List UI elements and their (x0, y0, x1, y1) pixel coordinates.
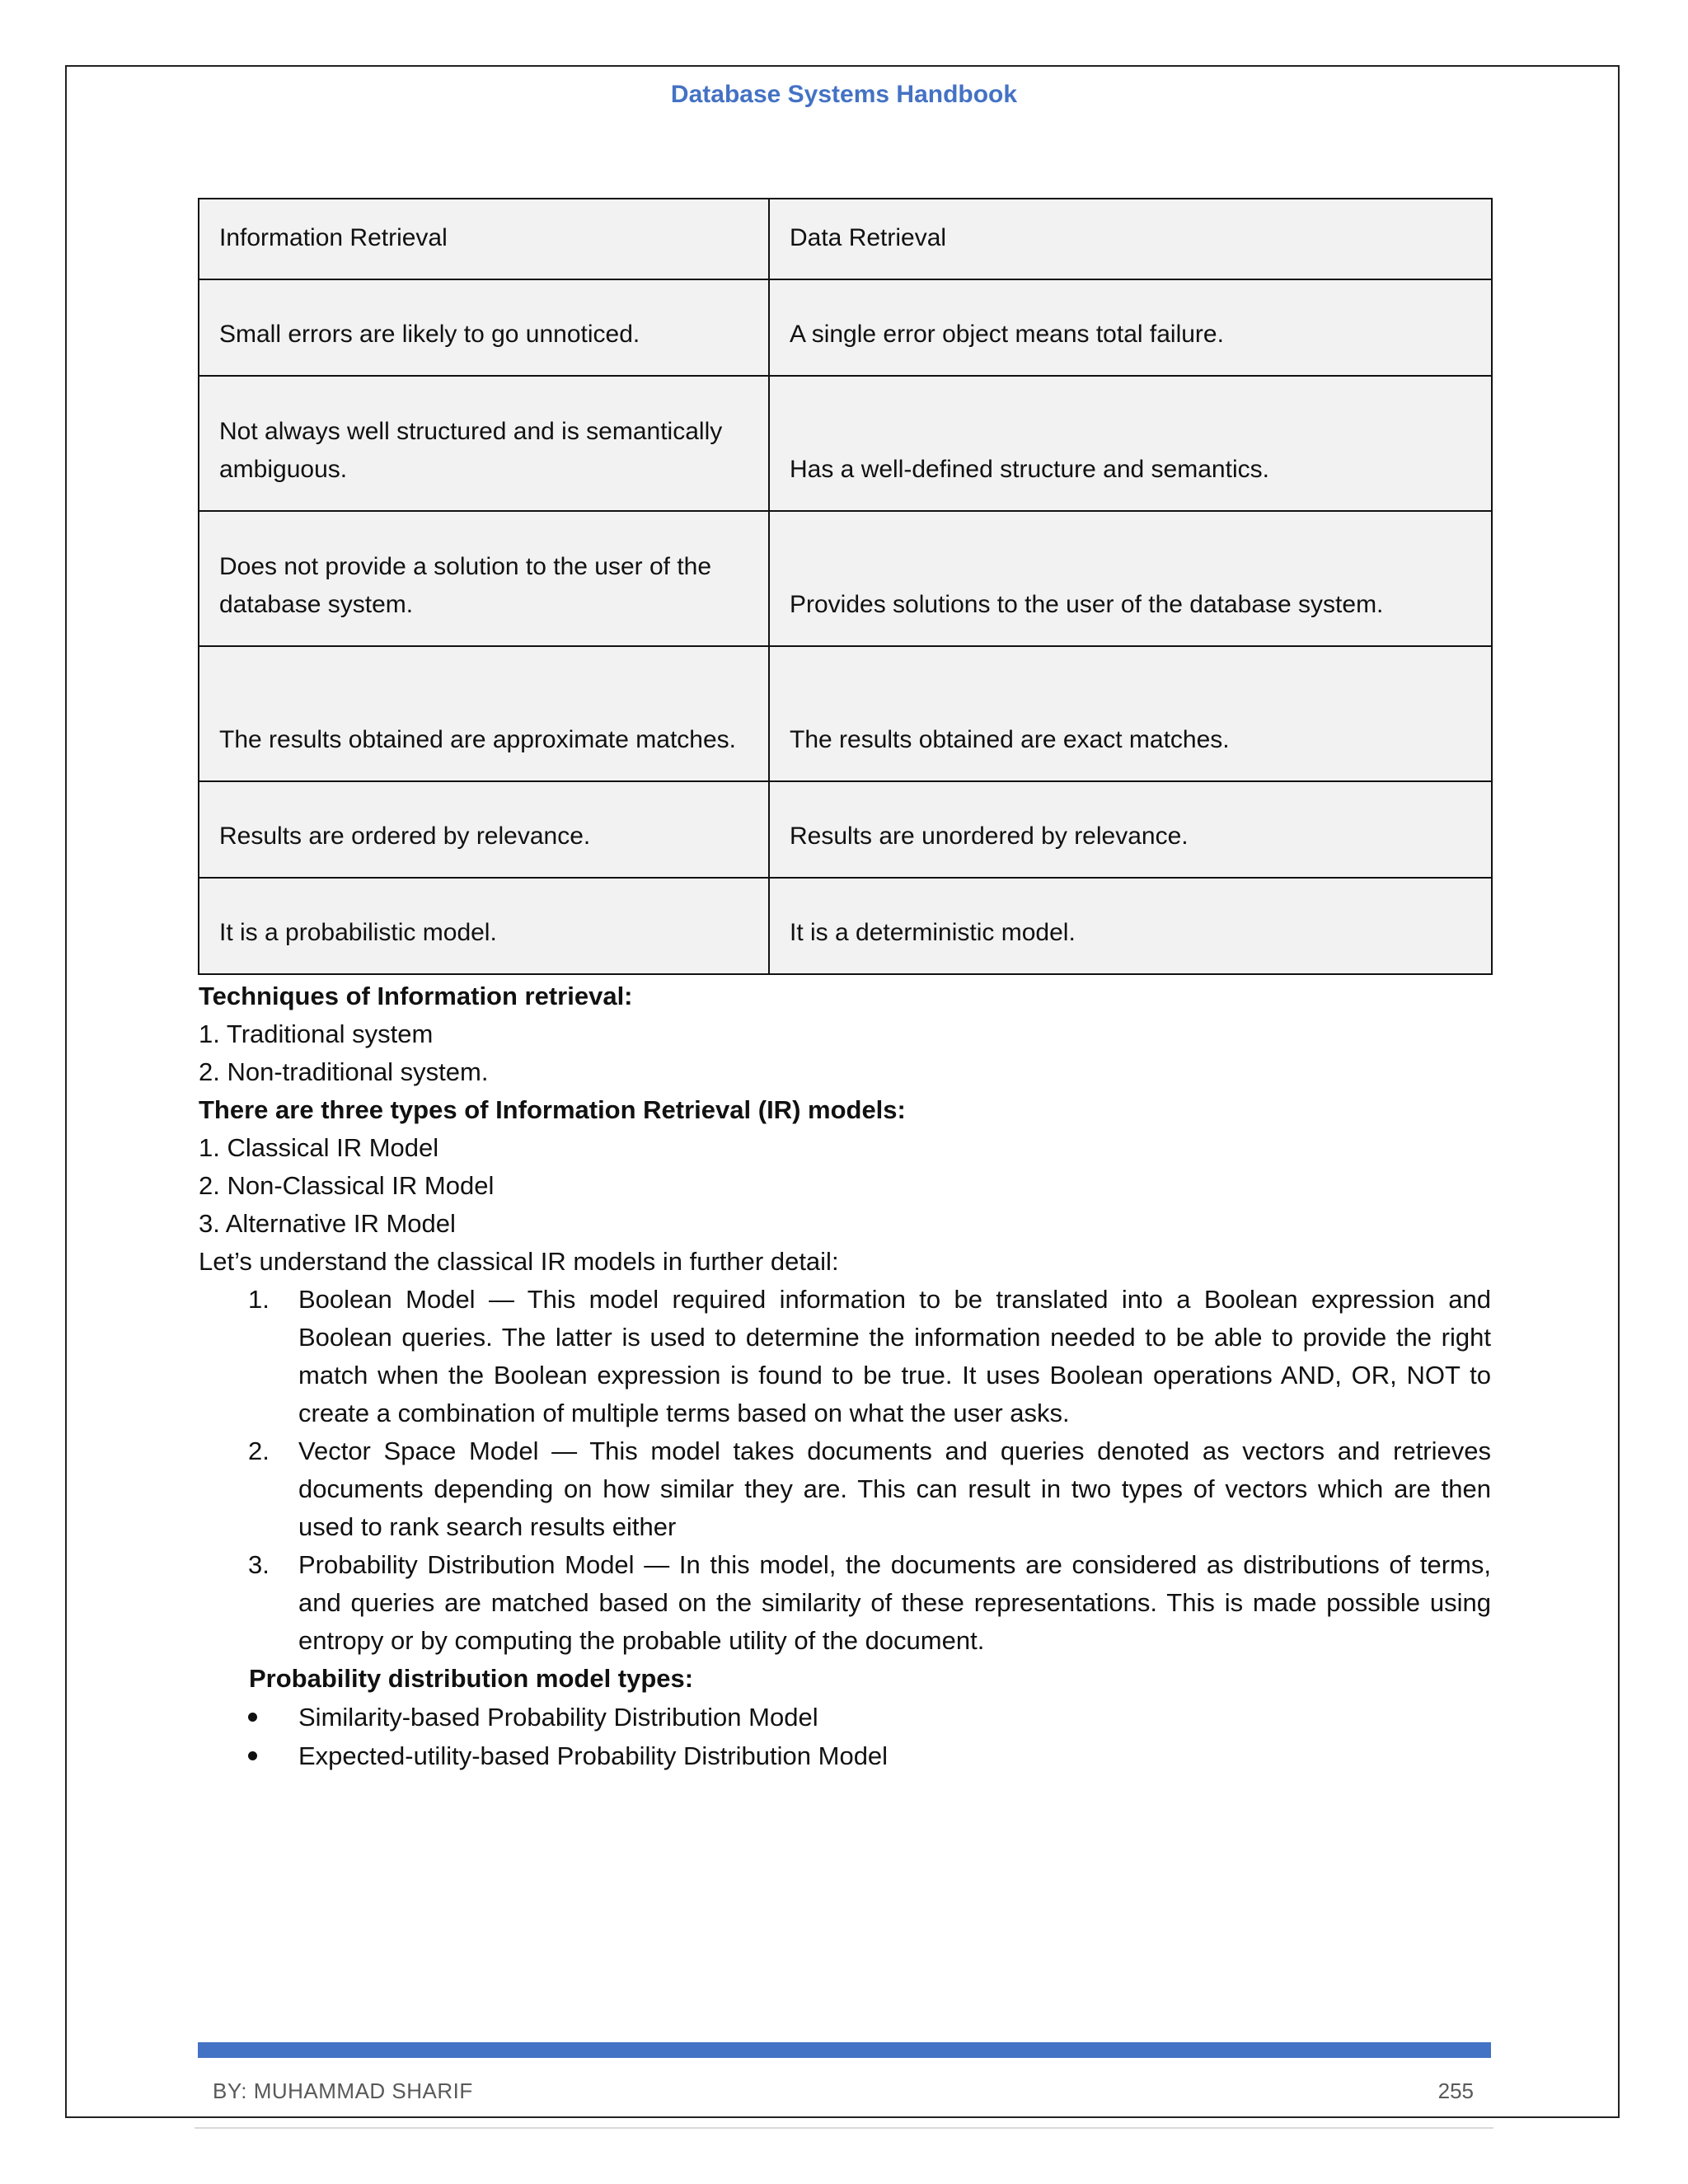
table-row (199, 646, 1492, 781)
table-cell: The results obtained are exact matches. (769, 646, 1492, 781)
table-cell: A single error object means total failure. (769, 279, 1492, 376)
table-cell: Provides solutions to the user of the database system. (769, 511, 1492, 646)
list-item-text: Similarity-based Probability Distribution Model (298, 1703, 818, 1732)
table-cell: The results obtained are approximate matches. (199, 646, 769, 781)
list-number: 1. (248, 1285, 270, 1314)
list-item: 1. Traditional system (199, 1019, 434, 1048)
list-item (199, 1432, 1491, 1546)
list-item-text: Expected-utility-based Probability Distribution Model (298, 1741, 889, 1770)
bottom-divider (195, 2127, 1493, 2129)
footer-author: BY: MUHAMMAD SHARIF (213, 2079, 473, 2103)
techniques-heading: Techniques of Information retrieval: (199, 982, 633, 1010)
list-item (199, 1698, 1491, 1736)
body-content (199, 977, 1491, 1775)
bullet-icon (248, 1751, 257, 1760)
comparison-table (198, 198, 1493, 975)
models-heading: There are three types of Information Retrieval (IR) models: (199, 1095, 906, 1124)
list-item-text: Probability Distribution Model — In this model, the documents are considered as distributions of terms, and queries are matched based on the similarity of these representations. This is made possible using entropy or by computing the probable utility of the document. (298, 1550, 1491, 1655)
list-item (199, 1736, 1491, 1775)
list-item (199, 1281, 1491, 1432)
table-row (199, 376, 1492, 511)
list-number: 3. (248, 1550, 270, 1579)
list-item: 2. Non-traditional system. (199, 1057, 489, 1086)
table-row (199, 279, 1492, 376)
list-item: 3. Alternative IR Model (199, 1209, 456, 1238)
table-cell: Information Retrieval (199, 199, 769, 279)
footer-accent-bar (198, 2042, 1491, 2058)
table-cell: Small errors are likely to go unnoticed. (199, 279, 769, 376)
table-row (199, 878, 1492, 974)
table-cell: Does not provide a solution to the user of the database system. (199, 511, 769, 646)
table-cell: Results are unordered by relevance. (769, 781, 1492, 878)
table-cell: It is a deterministic model. (769, 878, 1492, 974)
classical-models-list (199, 1281, 1491, 1660)
table-row (199, 511, 1492, 646)
table-cell: Results are ordered by relevance. (199, 781, 769, 878)
pd-types-list (199, 1698, 1491, 1775)
list-item-text: Boolean Model — This model required information to be translated into a Boolean expression and Boolean queries. The latter is used to determine the information needed to be able to provide the right match when the Boolean expression is found to be true. It uses Boolean operations AND, OR, NOT to create a combination of multiple terms based on what the user asks. (298, 1285, 1491, 1427)
table-cell: It is a probabilistic model. (199, 878, 769, 974)
list-item-text: Vector Space Model — This model takes documents and queries denoted as vectors and retrieves documents depending on how similar they are. This can result in two types of vectors which are then used to rank search results either (298, 1436, 1491, 1541)
list-number: 2. (248, 1436, 270, 1465)
table-cell: Has a well-defined structure and semantics. (769, 376, 1492, 511)
table-row (199, 199, 1492, 279)
page-number: 255 (1437, 2079, 1474, 2103)
list-item: 1. Classical IR Model (199, 1133, 439, 1162)
page-header-title: Database Systems Handbook (670, 81, 1018, 108)
table-row (199, 781, 1492, 878)
list-item: 2. Non-Classical IR Model (199, 1171, 495, 1200)
bullet-icon (248, 1713, 257, 1722)
table-cell: Data Retrieval (769, 199, 1492, 279)
pd-types-heading: Probability distribution model types: (249, 1664, 694, 1693)
intro-text: Let’s understand the classical IR models in further detail: (199, 1247, 839, 1276)
table-cell: Not always well structured and is semantically ambiguous. (199, 376, 769, 511)
list-item (199, 1546, 1491, 1660)
